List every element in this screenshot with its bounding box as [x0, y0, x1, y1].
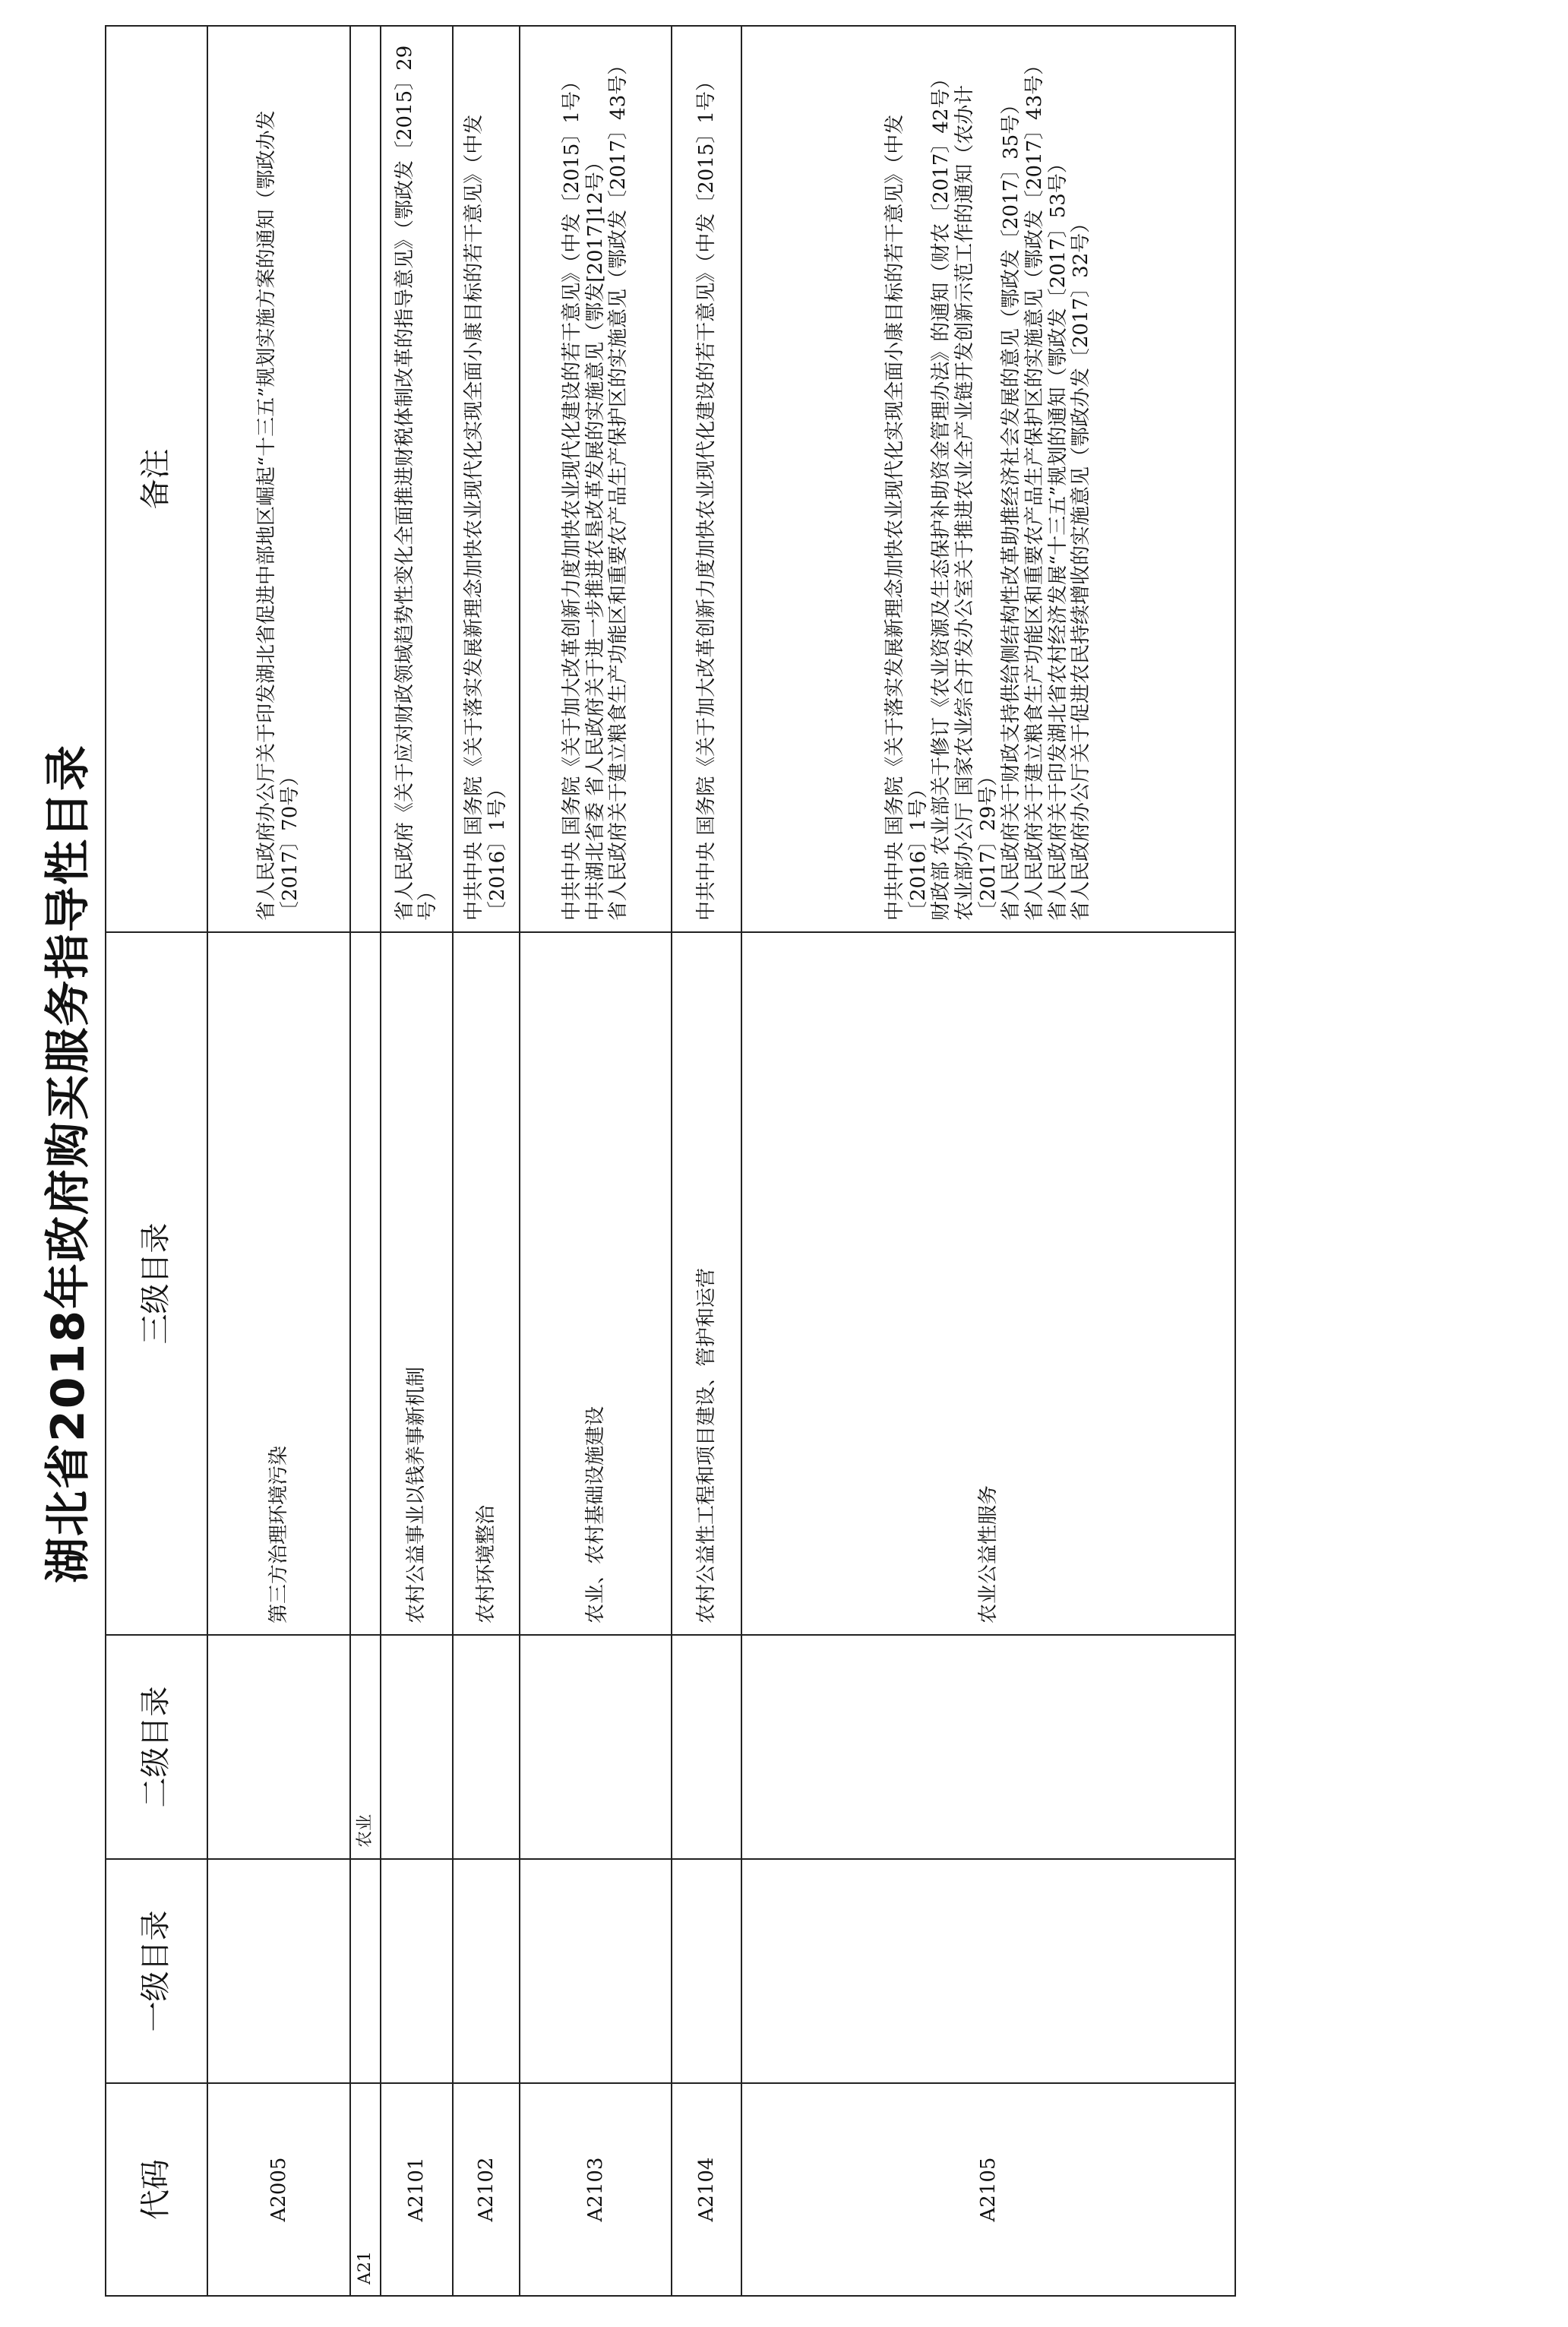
- row-note: [453, 26, 520, 932]
- row-level1: [381, 1859, 453, 2083]
- row-code: A2103: [520, 2083, 672, 2296]
- row-level1: [207, 1859, 350, 2083]
- note-line: 省人民政府办公厅关于促进农民持续增收的实施意见（鄂政办发〔2017〕32号）: [1070, 213, 1093, 921]
- note-line: 中共中央 国务院《关于落实发展新理念加快农业现代化实现全面小康目标的若干意见》（中发〔2016〕1号）: [883, 114, 930, 921]
- row-level2: [381, 1635, 453, 1859]
- row-code: A2105: [741, 2083, 1235, 2296]
- row-level1: [672, 1859, 741, 2083]
- table-header-row: [106, 26, 207, 2296]
- row-code: A2101: [381, 2083, 453, 2296]
- row-level3: 农业、农村基础设施建设: [520, 932, 672, 1635]
- row-level3: 农业公益性服务: [741, 932, 1235, 1635]
- row-level3: 第三方治理环境污染: [207, 932, 350, 1635]
- note-line: 省人民政府办公厅关于印发湖北省促进中部地区崛起“十三五”规划实施方案的通知（鄂政办发〔2017〕70号）: [255, 110, 302, 921]
- table-row: [453, 26, 520, 2296]
- catalog-table: [105, 25, 1236, 2297]
- row-note: [381, 26, 453, 932]
- header-note: 备注: [106, 26, 207, 932]
- note-line: 中共中央 国务院《关于加大改革创新力度加快农业现代化建设的若干意见》（中发〔2015〕1号）: [560, 71, 583, 921]
- table-row: [350, 26, 381, 2296]
- row-code: A2005: [207, 2083, 350, 2296]
- note-line: 省人民政府关于建立粮食生产功能区和重要农产品生产保护区的实施意见（鄂政发〔2017〕43号）: [1023, 55, 1046, 921]
- row-level1: [741, 1859, 1235, 2083]
- page-title: 湖北省2018年政府购买服务指导性目录: [42, 744, 95, 1583]
- note-line: 省人民政府关于建立粮食生产功能区和重要农产品生产保护区的实施意见（鄂政发〔2017〕43号）: [607, 55, 631, 921]
- row-level3: 农村公益性工程和项目建设、管护和运营: [672, 932, 741, 1635]
- note-line: 中共中央 国务院《关于落实发展新理念加快农业现代化实现全面小康目标的若干意见》（中发〔2016〕1号）: [463, 114, 509, 921]
- row-level1: [350, 1859, 381, 2083]
- note-line: 省人民政府关于财政支持供给侧结构性改革助推经济社会发展的意见（鄂政发〔2017〕35号）: [1000, 94, 1023, 921]
- table-row: [207, 26, 350, 2296]
- row-level2: [672, 1635, 741, 1859]
- row-level1: [520, 1859, 672, 2083]
- note-line: 省人民政府关于印发湖北省农村经济发展“十三五”规划的通知（鄂政发〔2017〕53号）: [1046, 153, 1070, 921]
- table-row: [741, 26, 1235, 2296]
- header-code: 代码: [106, 2083, 207, 2296]
- row-note: [741, 26, 1235, 932]
- row-note: [672, 26, 741, 932]
- table-row: [381, 26, 453, 2296]
- note-line: 省人民政府《关于应对财政领域趋势性变化全面推进财税体制改革的指导意见》（鄂政发〔2015〕29号）: [393, 45, 440, 921]
- note-line: 农业部办公厅 国家农业综合开发办公室关于推进农业全产业链开发创新示范工作的通知（农办计〔2017〕29号）: [953, 84, 1000, 921]
- row-note: [350, 26, 381, 932]
- row-code: A21: [350, 2083, 381, 2296]
- header-level3: 三级目录: [106, 932, 207, 1635]
- header-level2: 二级目录: [106, 1635, 207, 1859]
- row-level2: [520, 1635, 672, 1859]
- note-line: 中共湖北省委 省人民政府关于进一步推进农垦改革发展的实施意见（鄂发[2017]12号）: [583, 152, 607, 921]
- header-level1: 一级目录: [106, 1859, 207, 2083]
- row-note: [520, 26, 672, 932]
- row-code: A2104: [672, 2083, 741, 2296]
- row-level2: [453, 1635, 520, 1859]
- row-note: [207, 26, 350, 932]
- note-line: 财政部 农业部关于修订《农业资源及生态保护补助资金管理办法》的通知（财农〔2017〕42号）: [930, 68, 953, 921]
- row-level3: [350, 932, 381, 1635]
- row-code: A2102: [453, 2083, 520, 2296]
- row-level1: [453, 1859, 520, 2083]
- row-level2: [741, 1635, 1235, 1859]
- row-level2: [207, 1635, 350, 1859]
- note-line: 中共中央 国务院《关于加大改革创新力度加快农业现代化建设的若干意见》（中发〔2015〕1号）: [694, 71, 718, 921]
- table-row: [520, 26, 672, 2296]
- row-level3: 农村环境整治: [453, 932, 520, 1635]
- table-row: [672, 26, 741, 2296]
- row-level2: 农业: [350, 1635, 381, 1859]
- row-level3: 农村公益事业以钱养事新机制: [381, 932, 453, 1635]
